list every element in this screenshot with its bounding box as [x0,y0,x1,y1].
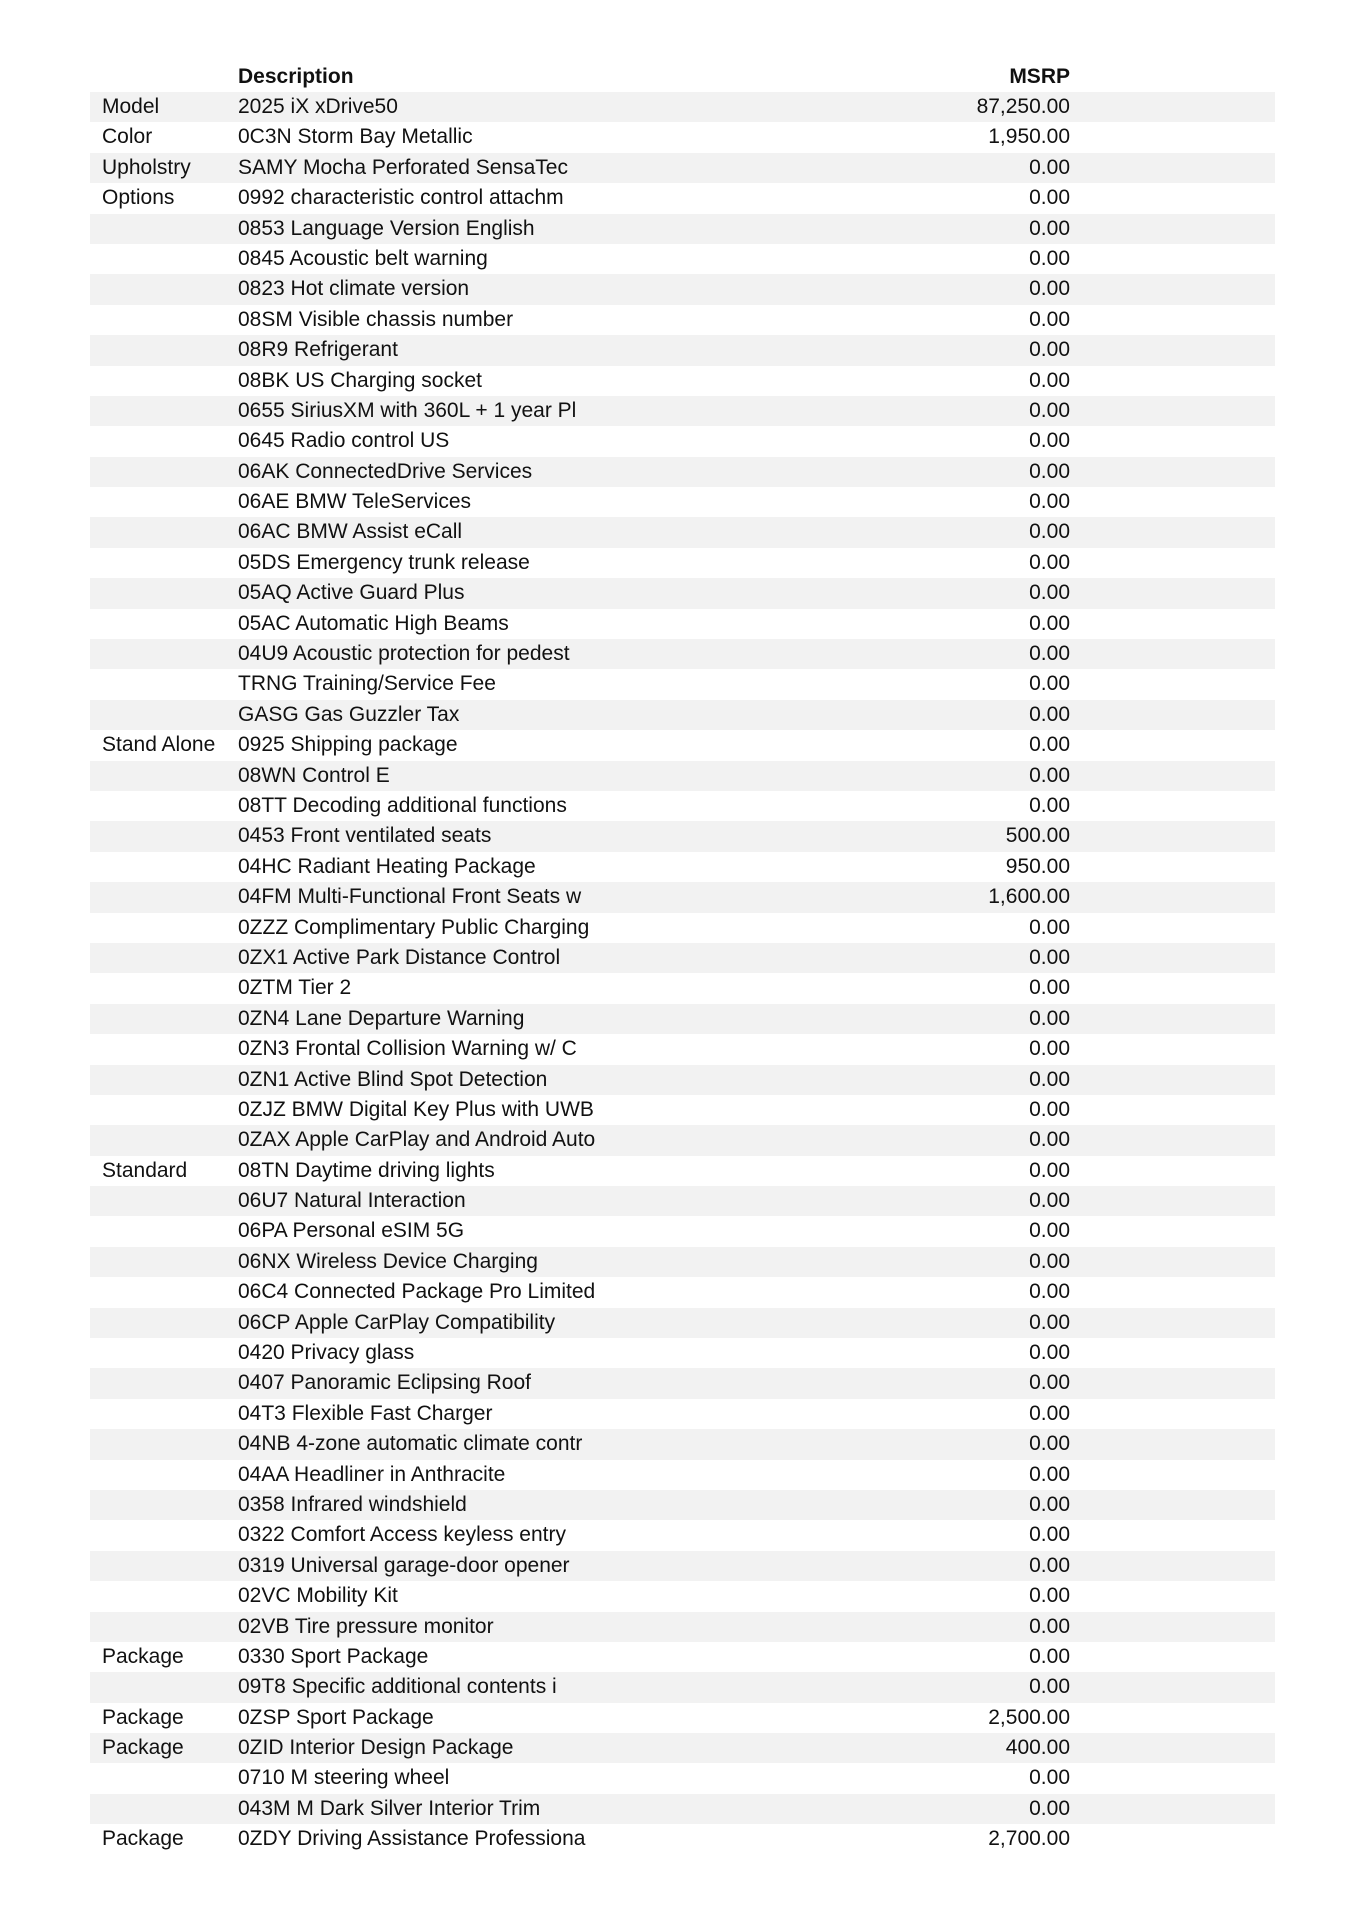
row-category: Stand Alone [102,733,216,757]
row-msrp: 0.00 [1029,1584,1070,1608]
row-msrp: 0.00 [1029,1097,1070,1121]
row-msrp: 400.00 [1005,1736,1070,1760]
table-row [90,1551,1275,1581]
table-row [90,1004,1275,1034]
row-msrp: 87,250.00 [976,95,1070,118]
row-description: 02VC Mobility Kit [238,1584,398,1608]
row-description: 06NX Wireless Device Charging [238,1249,538,1273]
row-description: 0420 Privacy glass [238,1341,415,1365]
row-msrp: 0.00 [1029,1067,1070,1091]
row-description: 05DS Emergency trunk release [238,550,530,574]
row-msrp: 0.00 [1029,1401,1070,1425]
row-description: 0ZTM Tier 2 [238,976,352,1000]
table-row [90,122,1275,152]
row-description: 0655 SiriusXM with 360L + 1 year Pl [238,398,577,422]
row-description: 04NB 4-zone automatic climate contr [238,1432,583,1456]
table-row [90,1065,1275,1095]
table-row [90,882,1275,912]
table-row [90,183,1275,213]
row-msrp: 0.00 [1029,642,1070,666]
row-msrp: 0.00 [1029,1158,1070,1182]
row-msrp: 0.00 [1029,1675,1070,1699]
row-description: 06C4 Connected Package Pro Limited [238,1280,596,1304]
row-description: 04U9 Acoustic protection for pedest [238,642,570,666]
row-description: 0823 Hot climate version [238,277,470,301]
row-description: 08SM Visible chassis number [238,307,514,331]
table-row [90,1672,1275,1702]
row-description: 08TT Decoding additional functions [238,793,567,817]
table-row [90,1429,1275,1459]
row-msrp: 0.00 [1029,1614,1070,1638]
table-row [90,1156,1275,1186]
row-msrp: 0.00 [1029,1310,1070,1334]
row-msrp: 0.00 [1029,186,1070,210]
row-description: 08TN Daytime driving lights [238,1158,495,1182]
table-row [90,305,1275,335]
row-description: 04HC Radiant Heating Package [238,854,536,878]
table-row [90,821,1275,851]
row-msrp: 500.00 [1005,824,1070,848]
description-header: Description [238,65,354,88]
row-msrp: 0.00 [1029,611,1070,635]
row-msrp: 0.00 [1029,1249,1070,1273]
table-body [90,92,1275,1855]
row-msrp: 0.00 [1029,1462,1070,1486]
row-msrp: 0.00 [1029,398,1070,422]
table-row [90,426,1275,456]
row-msrp: 0.00 [1029,581,1070,605]
table-row [90,487,1275,517]
row-msrp: 0.00 [1029,1037,1070,1061]
row-msrp: 0.00 [1029,1006,1070,1030]
row-description: 08WN Control E [238,763,390,787]
table-row [90,1338,1275,1368]
row-description: 04T3 Flexible Fast Charger [238,1401,493,1425]
table-row [90,973,1275,1003]
table-row [90,214,1275,244]
table-row [90,1095,1275,1125]
row-description: 06AC BMW Assist eCall [238,520,463,544]
row-description: 06AE BMW TeleServices [238,490,472,514]
table-row [90,396,1275,426]
table-row [90,1277,1275,1307]
row-msrp: 0.00 [1029,915,1070,939]
row-msrp: 0.00 [1029,1553,1070,1577]
table-row [90,1186,1275,1216]
table-row [90,700,1275,730]
row-msrp: 0.00 [1029,733,1070,757]
row-category: Model [102,95,160,118]
row-msrp: 950.00 [1005,854,1070,878]
row-msrp: 0.00 [1029,1432,1070,1456]
row-msrp: 0.00 [1029,1492,1070,1516]
row-description: 0407 Panoramic Eclipsing Roof [238,1371,531,1395]
table-row [90,791,1275,821]
row-description: 0358 Infrared windshield [238,1492,467,1516]
table-row [90,1034,1275,1064]
table-row [90,1733,1275,1763]
row-msrp: 0.00 [1029,550,1070,574]
table-row [90,943,1275,973]
table-row [90,366,1275,396]
row-description: 0853 Language Version English [238,216,535,240]
row-description: 0992 characteristic control attachm [238,186,564,210]
table-row [90,1642,1275,1672]
table-row [90,1824,1275,1854]
row-description: 043M M Dark Silver Interior Trim [238,1796,541,1820]
row-description: 0ZAX Apple CarPlay and Android Auto [238,1128,596,1152]
row-msrp: 0.00 [1029,976,1070,1000]
row-msrp: 0.00 [1029,490,1070,514]
table-header [90,62,1275,92]
row-msrp: 0.00 [1029,793,1070,817]
table-row [90,548,1275,578]
msrp-header: MSRP [1009,65,1070,88]
row-msrp: 2,700.00 [988,1827,1070,1851]
row-msrp: 0.00 [1029,1341,1070,1365]
row-msrp: 0.00 [1029,945,1070,969]
row-description: 0645 Radio control US [238,429,450,453]
row-category: Standard [102,1158,188,1182]
row-msrp: 0.00 [1029,307,1070,331]
row-description: 0ZN4 Lane Departure Warning [238,1006,525,1030]
row-msrp: 0.00 [1029,338,1070,362]
row-description: 08R9 Refrigerant [238,338,398,362]
row-description: 09T8 Specific additional contents i [238,1675,557,1699]
table-row [90,1763,1275,1793]
row-msrp: 0.00 [1029,429,1070,453]
table-row [90,913,1275,943]
row-msrp: 0.00 [1029,368,1070,392]
table-row [90,1794,1275,1824]
row-description: GASG Gas Guzzler Tax [238,702,460,726]
table-row [90,639,1275,669]
row-msrp: 0.00 [1029,1523,1070,1547]
row-description: 0322 Comfort Access keyless entry [238,1523,566,1547]
row-msrp: 0.00 [1029,1189,1070,1213]
row-description: 0C3N Storm Bay Metallic [238,125,473,149]
table-row [90,1460,1275,1490]
row-description: 0ZDY Driving Assistance Professiona [238,1827,586,1851]
table-row [90,669,1275,699]
table-row [90,1581,1275,1611]
row-msrp: 0.00 [1029,1644,1070,1668]
row-msrp: 0.00 [1029,1371,1070,1395]
row-description: 04AA Headliner in Anthracite [238,1462,506,1486]
row-description: 0ZX1 Active Park Distance Control [238,945,561,969]
row-description: 0845 Acoustic belt warning [238,246,488,270]
table-row [90,1216,1275,1246]
row-description: 0ZID Interior Design Package [238,1736,514,1760]
row-msrp: 0.00 [1029,702,1070,726]
row-description: 0925 Shipping package [238,733,458,757]
table-row [90,274,1275,304]
row-msrp: 0.00 [1029,763,1070,787]
table-row [90,609,1275,639]
row-description: 0710 M steering wheel [238,1766,450,1790]
row-msrp: 0.00 [1029,672,1070,696]
row-msrp: 0.00 [1029,1796,1070,1820]
row-msrp: 0.00 [1029,1128,1070,1152]
row-description: 0ZZZ Complimentary Public Charging [238,915,590,939]
row-msrp: 2,500.00 [988,1705,1070,1729]
row-description: 06AK ConnectedDrive Services [238,459,533,483]
row-description: 2025 iX xDrive50 [238,95,398,118]
table-row [90,730,1275,760]
table-row [90,335,1275,365]
row-msrp: 0.00 [1029,520,1070,544]
row-description: 08BK US Charging socket [238,368,482,392]
table-row [90,457,1275,487]
row-category: Package [102,1705,184,1729]
row-msrp: 1,600.00 [988,885,1070,909]
row-description: 0319 Universal garage-door opener [238,1553,570,1577]
row-msrp: 0.00 [1029,1280,1070,1304]
table-row [90,1520,1275,1550]
table-row [90,1368,1275,1398]
price-sheet [90,62,1275,1855]
row-msrp: 0.00 [1029,216,1070,240]
row-description: 04FM Multi-Functional Front Seats w [238,885,582,909]
row-description: 0ZN1 Active Blind Spot Detection [238,1067,548,1091]
row-description: SAMY Mocha Perforated SensaTec [238,155,568,179]
table-row [90,1490,1275,1520]
table-row [90,761,1275,791]
row-msrp: 0.00 [1029,246,1070,270]
row-category: Options [102,186,175,210]
row-description: 0453 Front ventilated seats [238,824,492,848]
table-row [90,517,1275,547]
row-description: 05AC Automatic High Beams [238,611,509,635]
table-row [90,578,1275,608]
row-category: Upholstry [102,155,191,179]
row-description: 02VB Tire pressure monitor [238,1614,494,1638]
table-row [90,1399,1275,1429]
row-description: 06CP Apple CarPlay Compatibility [238,1310,556,1334]
table-row [90,244,1275,274]
table-row [90,1308,1275,1338]
row-category: Package [102,1644,184,1668]
row-msrp: 0.00 [1029,1219,1070,1243]
row-description: 05AQ Active Guard Plus [238,581,465,605]
row-category: Package [102,1827,184,1851]
row-msrp: 0.00 [1029,1766,1070,1790]
row-description: 0ZSP Sport Package [238,1705,434,1729]
table-row [90,852,1275,882]
row-description: 0ZN3 Frontal Collision Warning w/ C [238,1037,577,1061]
table-row [90,153,1275,183]
row-description: 06U7 Natural Interaction [238,1189,466,1213]
row-msrp: 0.00 [1029,459,1070,483]
table-row [90,1703,1275,1733]
table-row [90,1247,1275,1277]
table-row [90,1612,1275,1642]
table-row [90,1125,1275,1155]
row-msrp: 0.00 [1029,155,1070,179]
row-description: 0ZJZ BMW Digital Key Plus with UWB [238,1097,594,1121]
row-msrp: 0.00 [1029,277,1070,301]
row-description: 0330 Sport Package [238,1644,429,1668]
row-description: TRNG Training/Service Fee [238,672,496,696]
row-description: 06PA Personal eSIM 5G [238,1219,465,1243]
table-row [90,92,1275,122]
row-category: Package [102,1736,184,1760]
row-category: Color [102,125,153,149]
row-msrp: 1,950.00 [988,125,1070,149]
